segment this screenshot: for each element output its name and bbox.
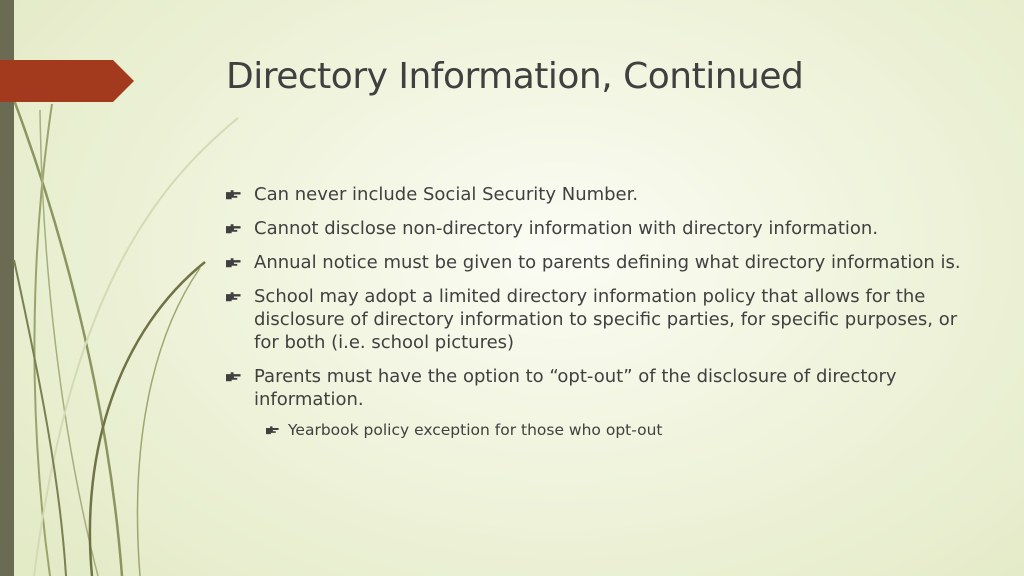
pointing-hand-icon — [226, 223, 241, 234]
slide-title: Directory Information, Continued — [226, 56, 804, 97]
bullet-item — [226, 217, 966, 240]
pointing-hand-icon — [226, 257, 241, 268]
sub-bullet-item — [226, 420, 966, 440]
bullet-text: Cannot disclose non-directory information with directory information. — [254, 218, 879, 239]
bullet-item — [226, 365, 966, 411]
title-accent-arrow — [0, 60, 134, 102]
pointing-hand-icon — [266, 425, 279, 435]
bullet-list — [226, 183, 966, 440]
pointing-hand-icon — [226, 371, 241, 382]
bullet-text: Annual notice must be given to parents defining what directory information is. — [254, 252, 961, 273]
bullet-item — [226, 285, 966, 354]
bullet-text: School may adopt a limited directory information policy that allows for the disclosure of directory information to specific parties, for specific purposes, or for both (i.e. school pictures) — [254, 286, 958, 353]
pointing-hand-icon — [226, 291, 241, 302]
bullet-text: Yearbook policy exception for those who opt-out — [288, 421, 663, 439]
bullet-text: Parents must have the option to “opt-out” of the disclosure of directory information. — [254, 366, 897, 410]
bullet-text: Can never include Social Security Number. — [254, 184, 639, 205]
bullet-item — [226, 183, 966, 206]
pointing-hand-icon — [226, 189, 241, 200]
bullet-item — [226, 251, 966, 274]
